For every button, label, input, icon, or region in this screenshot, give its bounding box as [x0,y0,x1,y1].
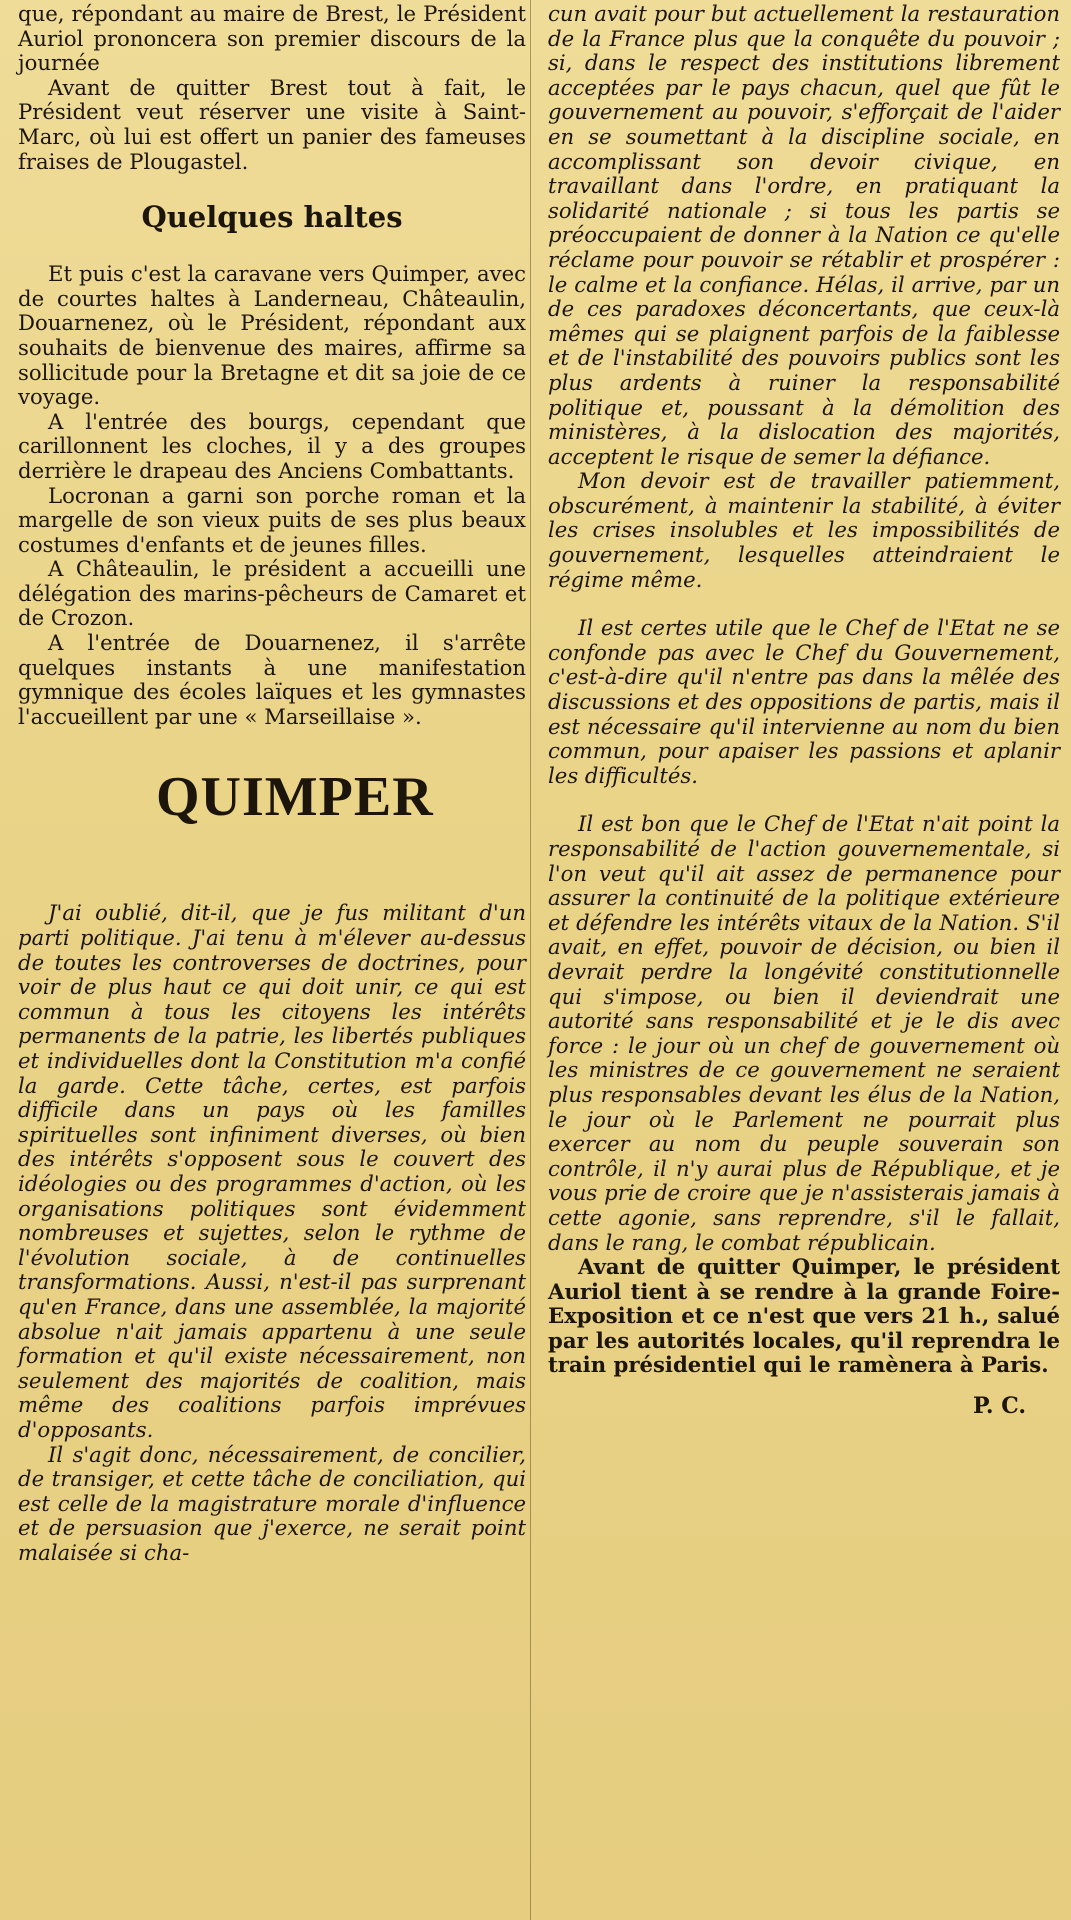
quoted-paragraph: Il est certes utile que le Chef de l'Etat ne se confonde pas avec le Chef du Gouvernement, c'est-à-dire qu'il n'entre pas dans la mêlée des discussions et des oppositions de partis, mais il est nécessaire qu'il intervienne au nom du bien commun, pour apaiser les passions et aplanir les difficultés. [548,615,1060,788]
quoted-paragraph: Il est bon que le Chef de l'Etat n'ait point la responsabilité de l'action gouvernementale, si l'on veut qu'il ait assez de permanence pour assurer la continuité de la politique extérieure et défendre les intérêts vitaux de la Nation. S'il avait, en effet, pouvoir de décision, ou bien il devrait perdre la longévité constitutionnelle qui s'impose, ou bien il deviendrait une autorité sans responsabilité et je le dis avec force : le jour où un chef de gouvernement où les ministres de ce gouvernement ne seraient plus responsables devant les élus de la Nation, le jour où le Parlement ne pourrait plus exercer au nom du peuple souverain son contrôle, il n'y aurai plus de République, et je vous prie de croire que je n'assisterais jamais à cette agonie, sans reprendre, s'il le fallait, dans le rang, le combat républicain. [548,811,1060,1255]
paragraph: A l'entrée de Douarnenez, il s'arrête quelques instants à une manifestation gymnique des écoles laïques et les gymnastes l'accueillent par une « Marseillaise ». [18,630,526,729]
author-signature: P. C. [972,1393,1026,1420]
paragraph: Locronan a garni son porche roman et la margelle de son vieux puits de ses plus beaux costumes d'enfants et de jeunes filles. [18,482,526,557]
paragraph: que, répondant au maire de Brest, le Président Auriol prononcera son premier discours de la journée [18,1,526,76]
section-headline: QUIMPER [156,766,434,829]
left-column [18,2,526,1565]
paragraph: A Châteaulin, le président a accueilli une délégation des marins-pêcheurs de Camaret et de Crozon. [18,556,526,631]
paragraph: Avant de quitter Brest tout à fait, le Président veut réserver une visite à Saint-Marc, où lui est offert un panier des fameuses fraises de Plougastel. [18,74,526,174]
quoted-paragraph: cun avait pour but actuellement la restauration de la France plus que la conquête du pouvoir ; si, dans le respect des institutions librement acceptées par le pays chacun, quel que fût le gouvernement au pouvoir, s'efforçait de l'aider en se soumettant à la discipline sociale, en accomplissant son devoir civique, en travaillant dans l'ordre, en pratiquant la solidarité nationale ; si tous les partis se préoccupaient de donner à la Nation ce qu'elle réclame pour pouvoir se rétablir et prospérer : le calme et la confiance. Hélas, il arrive, par un de ces paradoxes déconcertants, que ceux-là mêmes qui se plaignent parfois de la faiblesse et de l'instabilité des pouvoirs publics sont les plus ardents à ruiner la responsabilité politique et, poussant à la démolition des ministères, à la dislocation des majorités, acceptent le risque de semer la défiance. [548,1,1060,469]
right-column [548,2,1060,1419]
paragraph: Avant de quitter Quimper, le président Auriol tient à se rendre à la grande Foire-Exposition et ce n'est que vers 21 h., salué par les autorités locales, qu'il reprendra le train présidentiel qui le ramènera à Paris. [548,1254,1060,1378]
section-subhead: Quelques haltes [141,200,403,235]
paragraph: A l'entrée des bourgs, cependant que carillonnent les cloches, il y a des groupes derrière le drapeau des Anciens Combattants. [18,408,526,483]
quoted-paragraph: Il s'agit donc, nécessairement, de concilier, de transiger, et cette tâche de conciliation, qui est celle de la magistrature morale d'influence et de persuasion que j'exerce, ne serait point malaisée si cha- [18,1441,526,1565]
quoted-paragraph: J'ai oublié, dit-il, que je fus militant d'un parti politique. J'ai tenu à m'élever au-dessus de toutes les controverses de doctrines, pour voir de plus haut ce qui doit unir, ce qui est commun à tous les citoyens les intérêts permanents de la patrie, les libertés publiques et individuelles dont la Constitution m'a confié la garde. Cette tâche, certes, est parfois difficile dans un pays où les familles spirituelles sont infiniment diverses, où bien des intérêts s'opposent sous le couvert des idéologies ou des programmes d'action, où les organisations politiques sont évidemment nombreuses et sujettes, selon le rythme de l'évolution sociale, à de continuelles transformations. Aussi, n'est-il pas surprenant qu'en France, dans une assemblée, la majorité absolue n'ait jamais appartenu à une seule formation et qu'il existe nécessairement, non seulement des majorités de coalition, mais même des coalitions parfois imprévues d'opposants. [18,900,526,1442]
quoted-paragraph: Mon devoir est de travailler patiemment, obscurément, à maintenir la stabilité, à éviter les crises insolubles et les impossibilités de gouvernement, lesquelles atteindraient le régime même. [548,468,1060,592]
paragraph: Et puis c'est la caravane vers Quimper, avec de courtes haltes à Landerneau, Châteaulin, Douarnenez, où le Président, répondant aux souhaits de bienvenue des maires, affirme sa sollicitude pour la Bretagne et dit sa joie de ce voyage. [18,261,526,410]
column-divider [530,0,531,1920]
